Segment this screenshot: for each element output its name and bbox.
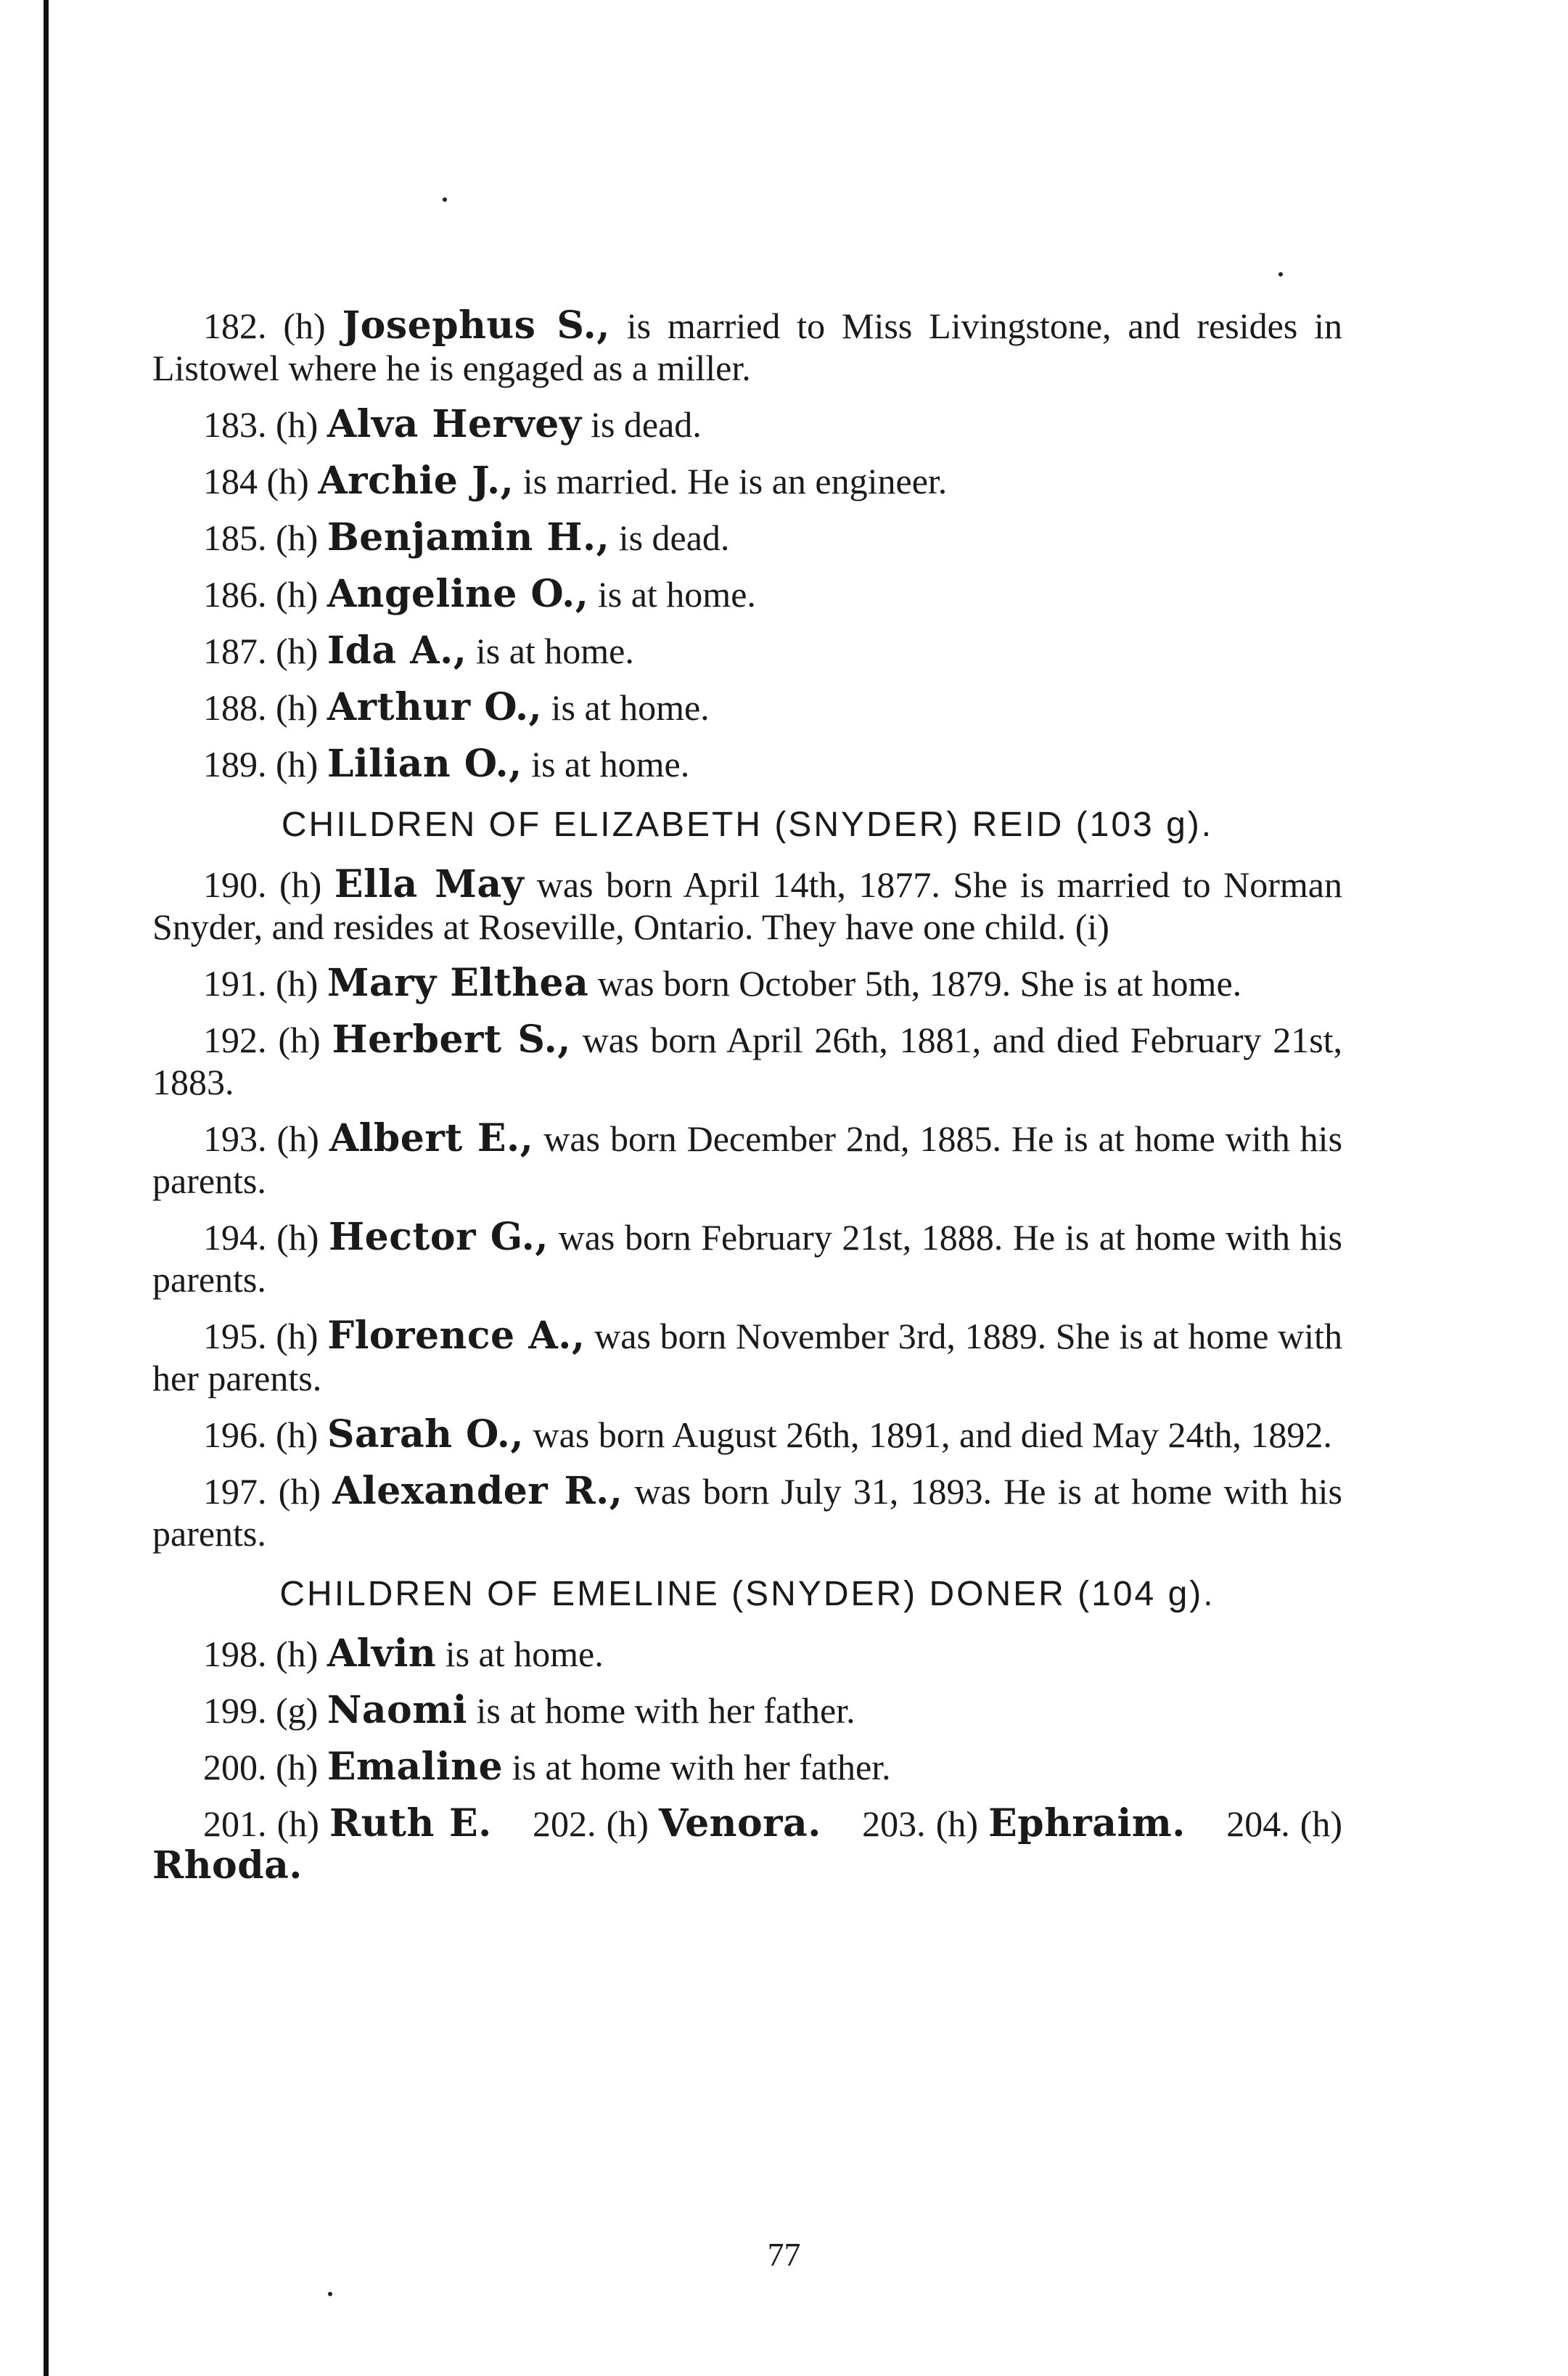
genealogy-entry <box>152 460 1342 502</box>
generation-tag: (h) <box>276 687 319 728</box>
generation-tag: (h) <box>276 744 319 785</box>
scan-speck <box>328 2292 332 2296</box>
page-body <box>152 305 1342 1901</box>
generation-tag: (h) <box>276 404 319 445</box>
entries-section-3 <box>152 1633 1342 1887</box>
generation-tag: (h) <box>606 1803 649 1844</box>
entry-text: is married to Miss Livingstone, and resides in Listowel where he is engaged as a miller. <box>152 306 1343 388</box>
entry-text: is at home. <box>531 744 690 785</box>
genealogy-entry <box>152 743 1342 785</box>
entry-text: is at home. <box>475 631 634 671</box>
genealogy-entry <box>152 687 1342 729</box>
generation-tag: (h) <box>276 1316 319 1356</box>
person-name: Albert E., <box>329 1116 534 1160</box>
scan-binding-edge <box>44 0 49 2376</box>
entry-number: 198. <box>203 1634 267 1674</box>
genealogy-entry <box>152 1414 1342 1456</box>
generation-tag: (g) <box>276 1690 319 1731</box>
generation-tag: (h) <box>276 1747 319 1787</box>
genealogy-entry <box>152 305 1342 389</box>
genealogy-entry <box>152 403 1342 446</box>
entry-text: is at home. <box>597 574 756 615</box>
entry-text: is dead. <box>618 517 730 558</box>
generation-tag: (h) <box>283 306 326 346</box>
generation-tag: (h) <box>276 1634 319 1674</box>
person-name: Sarah O., <box>327 1412 525 1457</box>
entry-number: 183. <box>203 404 267 445</box>
generation-tag: (h) <box>276 1414 319 1455</box>
generation-tag: (h) <box>266 461 309 501</box>
scan-speck <box>443 197 447 202</box>
entry-number: 189. <box>203 744 267 785</box>
person-name: Rhoda. <box>152 1843 303 1888</box>
entry-number: 190. <box>203 864 267 905</box>
person-name: Venora. <box>659 1801 821 1846</box>
scan-speck <box>1278 272 1283 276</box>
entry-number: 204. <box>1226 1803 1290 1844</box>
person-name: Florence A., <box>327 1314 586 1358</box>
genealogy-entry <box>152 1118 1342 1202</box>
generation-tag: (h) <box>278 1471 321 1512</box>
genealogy-entry <box>152 1216 1342 1300</box>
entry-text: was born July 31, 1893. He is at home with his parents. <box>152 1471 1343 1554</box>
generation-tag: (h) <box>935 1803 979 1844</box>
person-name: Archie J., <box>318 459 514 503</box>
genealogy-entry <box>152 573 1342 615</box>
genealogy-entry <box>152 1019 1342 1103</box>
generation-tag: (h) <box>276 631 319 671</box>
genealogy-entry <box>152 1315 1342 1399</box>
generation-tag: (h) <box>276 963 319 1004</box>
generation-tag: (h) <box>276 517 319 558</box>
genealogy-entry <box>152 517 1342 559</box>
person-name: Ella May <box>334 862 525 906</box>
entry-text: was born April 26th, 1881, and died February 21st, 1883. <box>152 1020 1343 1102</box>
genealogy-entry <box>152 630 1342 672</box>
entry-text: was born February 21st, 1888. He is at home with his parents. <box>152 1217 1342 1300</box>
entries-section-1 <box>152 305 1342 785</box>
entry-number: 184 <box>203 461 258 501</box>
genealogy-entry <box>152 962 1342 1004</box>
entry-number: 196. <box>203 1414 267 1455</box>
entry-number: 194. <box>203 1217 267 1258</box>
entry-number: 195. <box>203 1316 267 1356</box>
genealogy-entry <box>152 1470 1342 1554</box>
generation-tag: (h) <box>276 1217 319 1258</box>
person-name: Angeline O., <box>327 572 589 616</box>
person-name: Ruth E. <box>329 1801 492 1846</box>
section-heading: CHILDREN OF EMELINE (SNYDER) DONER (104 g). <box>279 1575 1215 1613</box>
entry-text: was born December 2nd, 1885. He is at home with his parents. <box>152 1118 1343 1201</box>
entry-number: 203. <box>862 1803 926 1844</box>
generation-tag: (h) <box>276 1118 319 1159</box>
entry-number: 188. <box>203 687 267 728</box>
genealogy-entry <box>152 1689 1342 1732</box>
generation-tag: (h) <box>276 1803 319 1844</box>
entry-number: 202. <box>533 1803 596 1844</box>
entry-text: was born November 3rd, 1889. She is at home with her parents. <box>152 1316 1342 1398</box>
entry-text: is dead. <box>591 404 702 445</box>
entry-number: 182. <box>203 306 267 346</box>
entry-number: 186. <box>203 574 267 615</box>
person-name: Arthur O., <box>327 685 543 729</box>
generation-tag: (h) <box>279 864 322 905</box>
entry-text: was born August 26th, 1891, and died May 24th, 1892. <box>533 1414 1332 1455</box>
entry-text: is married. He is an engineer. <box>522 461 948 501</box>
person-name: Josephus S., <box>342 303 610 348</box>
genealogy-entry-combined <box>152 1803 1342 1887</box>
genealogy-entry <box>152 864 1342 948</box>
person-name: Ephraim. <box>988 1801 1186 1846</box>
genealogy-entry <box>152 1746 1342 1788</box>
entry-number: 197. <box>203 1471 267 1512</box>
entry-text: is at home. <box>551 687 710 728</box>
genealogy-entry <box>152 1633 1342 1675</box>
entry-number: 185. <box>203 517 267 558</box>
person-name: Herbert S., <box>332 1017 571 1062</box>
entry-text: was born April 14th, 1877. She is married to Norman Snyder, and resides at Roseville, Ontario. They have one child. (i) <box>152 864 1343 947</box>
page-number: 77 <box>767 2236 801 2273</box>
entry-number: 199. <box>203 1690 267 1731</box>
entry-text: is at home. <box>445 1634 604 1674</box>
entry-number: 200. <box>203 1747 267 1787</box>
generation-tag: (h) <box>1300 1803 1343 1844</box>
entry-number: 192. <box>203 1020 267 1060</box>
person-name: Ida A., <box>327 628 467 673</box>
entries-section-2 <box>152 864 1342 1554</box>
person-name: Benjamin H., <box>327 515 610 560</box>
person-name: Naomi <box>327 1688 467 1732</box>
entry-text: is at home with her father. <box>512 1747 891 1787</box>
section-heading: CHILDREN OF ELIZABETH (SNYDER) REID (103 g). <box>281 806 1214 844</box>
entry-number: 191. <box>203 963 267 1004</box>
person-name: Alva Hervey <box>327 402 582 446</box>
person-name: Hector G., <box>329 1215 549 1259</box>
entry-number: 187. <box>203 631 267 671</box>
person-name: Alexander R., <box>332 1469 623 1513</box>
generation-tag: (h) <box>278 1020 321 1060</box>
person-name: Mary Elthea <box>327 961 589 1005</box>
entry-text: is at home with her father. <box>476 1690 855 1731</box>
person-name: Lilian O., <box>327 742 522 786</box>
entry-number: 193. <box>203 1118 267 1159</box>
person-name: Alvin <box>327 1631 437 1676</box>
person-name: Emaline <box>327 1745 504 1789</box>
entry-number: 201. <box>203 1803 267 1844</box>
entry-text: was born October 5th, 1879. She is at home. <box>597 963 1242 1004</box>
generation-tag: (h) <box>276 574 319 615</box>
